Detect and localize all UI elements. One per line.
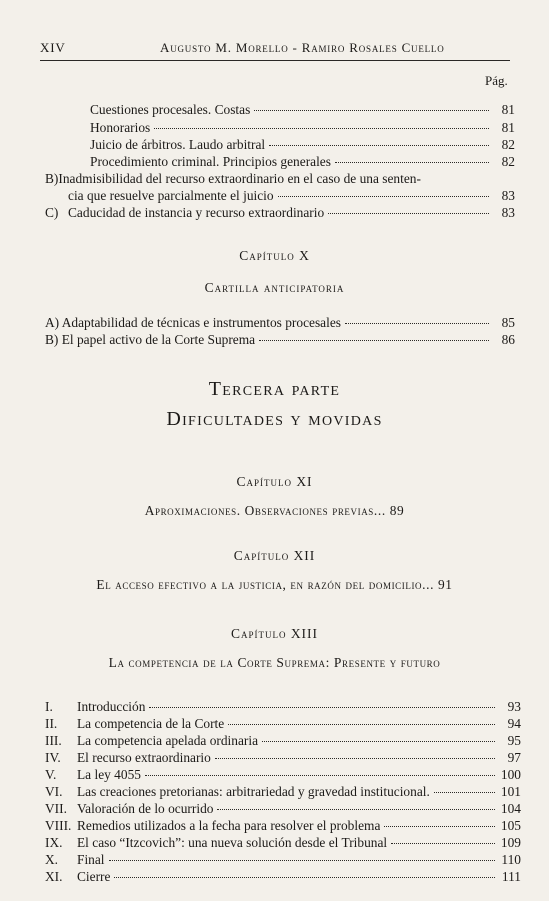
toc-entry-b-cont: cia que resuelve parcialmente el juicio 83 (68, 188, 515, 203)
dot-leader (215, 758, 495, 759)
toc-entry: V. La ley 4055 100 (45, 767, 521, 782)
dot-leader (345, 323, 489, 324)
chapter-heading: Capítulo XI (236, 474, 313, 489)
chapter-title: La competencia de la Corte Suprema: Presente y futuro (108, 655, 441, 670)
dot-leader (259, 340, 489, 341)
dot-leader (262, 741, 495, 742)
dot-leader (228, 724, 495, 725)
toc-entry: Honorarios 81 (90, 120, 515, 135)
toc-entry: El acceso efectivo a la justicia, en razón del domicilio... 91 (96, 577, 453, 592)
toc-entry: Juicio de árbitros. Laudo arbitral 82 (90, 137, 515, 152)
toc-entry: III. La competencia apelada ordinaria 95 (45, 733, 521, 748)
toc-entry: A) Adaptabilidad de técnicas e instrumentos procesales 85 (45, 315, 515, 330)
page-number: XIV (40, 40, 66, 55)
dot-leader (217, 809, 495, 810)
dot-leader (335, 162, 489, 163)
running-header (40, 40, 510, 61)
toc-entry: VII. Valoración de lo ocurrido 104 (45, 801, 521, 816)
dot-leader (109, 860, 495, 861)
toc-entry: VIII. Remedios utilizados a la fecha para resolver el problema 105 (45, 818, 521, 833)
chapter-title: Cartilla anticipatoria (204, 280, 345, 295)
chapter-heading: Capítulo XII (233, 548, 316, 563)
toc-entry: Aproximaciones. Observaciones previas... 89 (144, 503, 405, 518)
dot-leader (145, 775, 495, 776)
dot-leader (269, 145, 489, 146)
dot-leader (154, 128, 489, 129)
chapter-heading: Capítulo XIII (230, 626, 319, 641)
toc-entry: I. Introducción 93 (45, 699, 521, 714)
dot-leader (328, 213, 489, 214)
toc-entry: Procedimiento criminal. Principios generales 82 (90, 154, 515, 169)
running-title: Augusto M. Morello - Ramiro Rosales Cuello (160, 40, 445, 55)
toc-entry: IX. El caso “Itzcovich”: una nueva solución desde el Tribunal 109 (45, 835, 521, 850)
dot-leader (278, 196, 489, 197)
pag-label: Pág. (485, 73, 508, 88)
dot-leader (149, 707, 495, 708)
toc-entry-b: B)Inadmisibilidad del recurso extraordinario en el caso de una senten- (45, 171, 421, 186)
toc-entry-c: C) Caducidad de instancia y recurso extraordinario 83 (45, 205, 515, 220)
chapter-heading: Capítulo X (239, 248, 310, 263)
toc-entry: IV. El recurso extraordinario 97 (45, 750, 521, 765)
dot-leader (384, 826, 495, 827)
toc-entry: B) El papel activo de la Corte Suprema 86 (45, 332, 515, 347)
dot-leader (391, 843, 495, 844)
toc-entry: XI. Cierre 111 (45, 869, 521, 884)
part-title: Dificultades y movidas (166, 408, 383, 430)
dot-leader (114, 877, 495, 878)
toc-entry: Cuestiones procesales. Costas 81 (90, 102, 515, 117)
toc-entry: VI. Las creaciones pretorianas: arbitrariedad y gravedad institucional. 101 (45, 784, 521, 799)
part-heading: Tercera parte (208, 378, 341, 400)
dot-leader (254, 110, 489, 111)
toc-entry: X. Final 110 (45, 852, 521, 867)
toc-entry: II. La competencia de la Corte 94 (45, 716, 521, 731)
dot-leader (434, 792, 495, 793)
